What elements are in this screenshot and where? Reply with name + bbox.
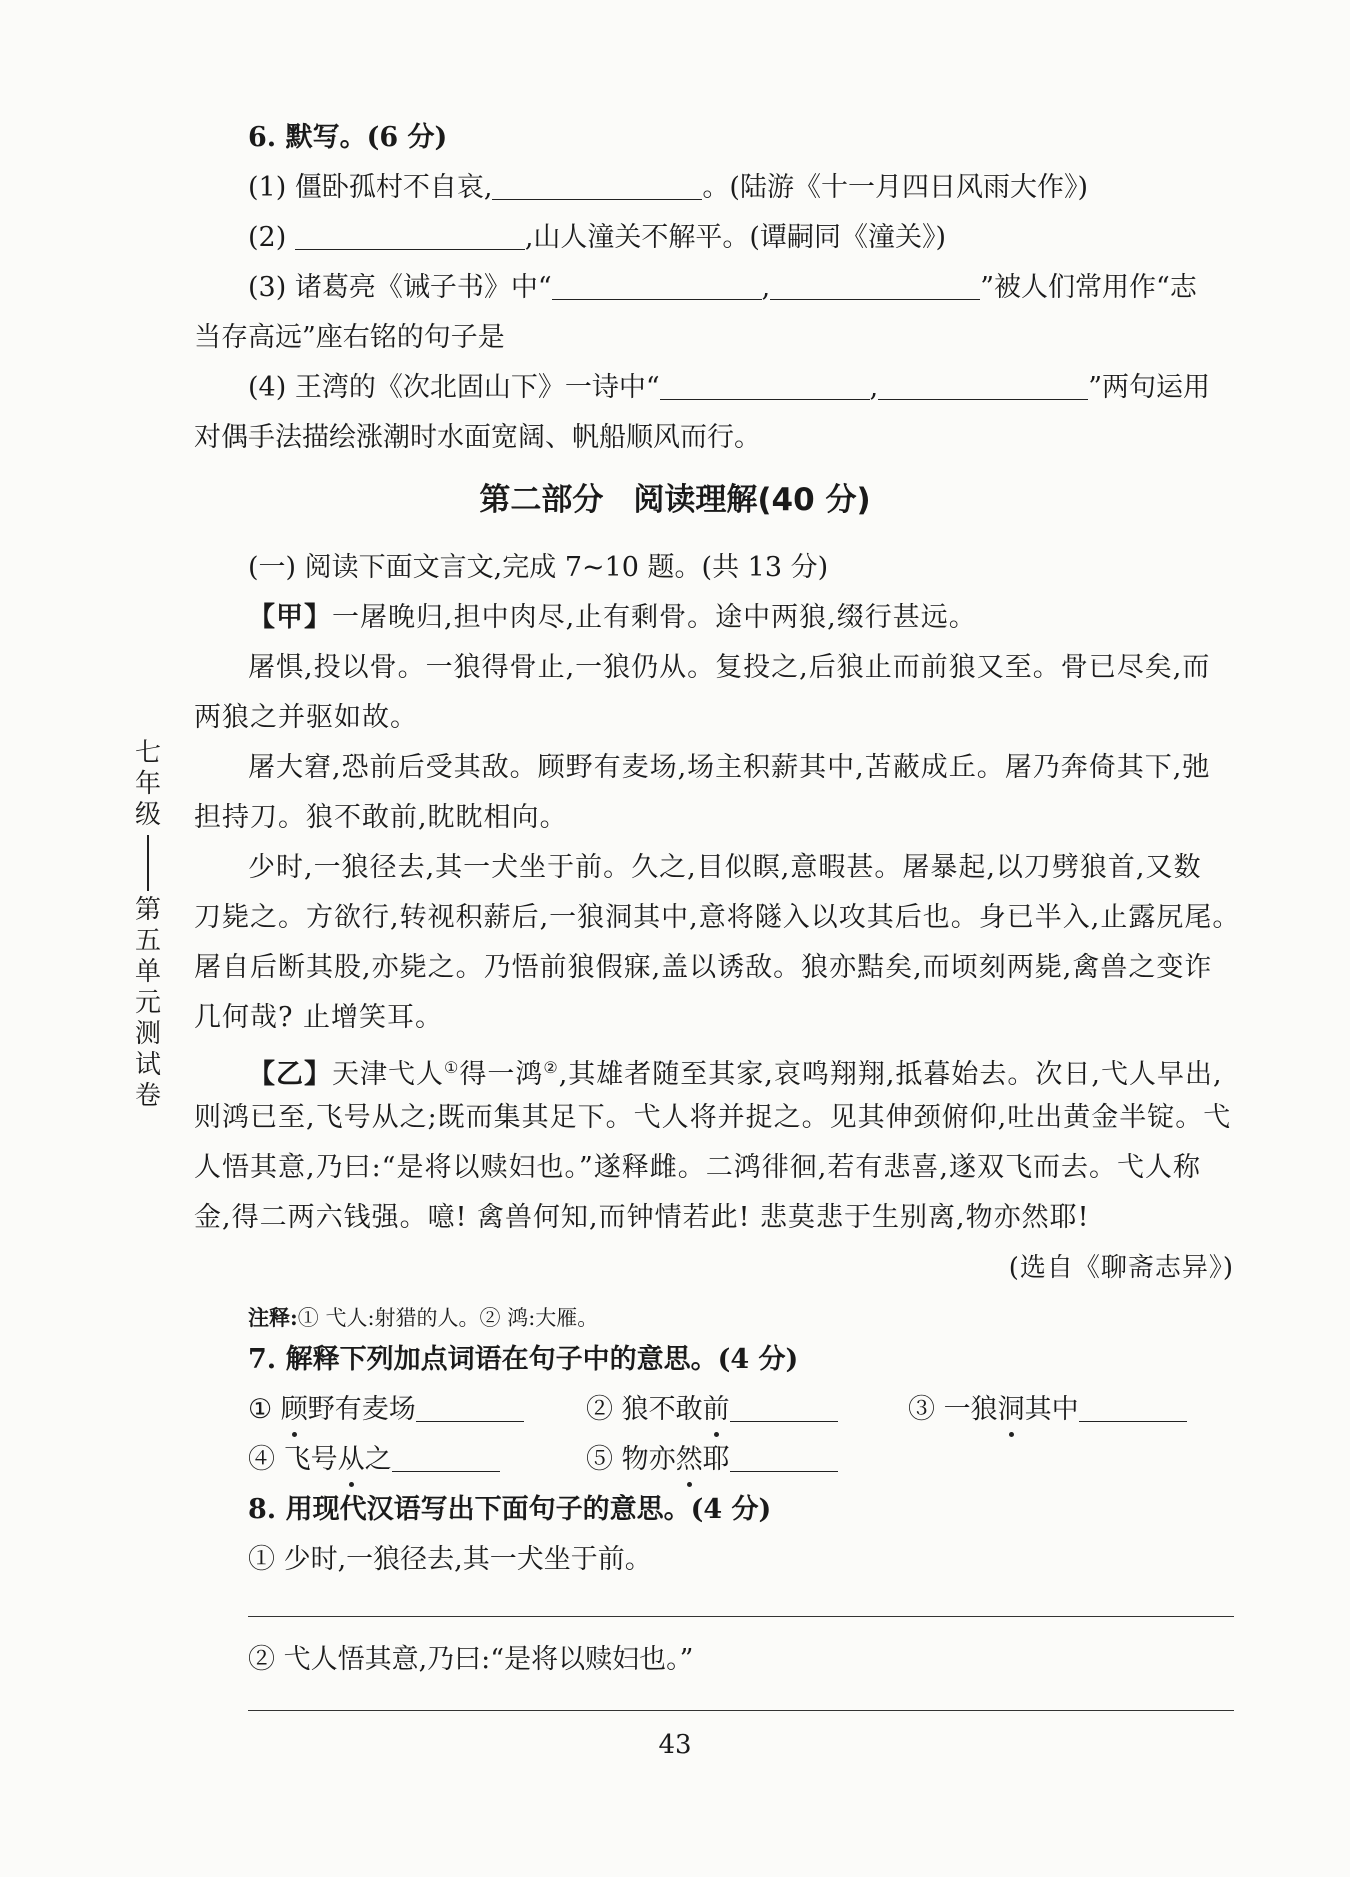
q7-i3-b: 其中	[1024, 1394, 1079, 1425]
fill-blank[interactable]	[770, 271, 980, 300]
q7-i4-a: ④ 飞号	[248, 1444, 338, 1475]
q6-item-4-cont: 对偶手法描绘涨潮时水面宽阔、帆船顺风而行。	[194, 422, 761, 453]
fill-blank[interactable]	[1079, 1393, 1187, 1422]
q7-i1-dot: 顾	[281, 1390, 308, 1430]
jia-p2b: 两狼之并驱如故。	[194, 702, 418, 733]
yi-tag: 【乙】	[248, 1059, 332, 1090]
q6-item-4	[248, 368, 1234, 408]
q7-i3-a: ③ 一狼	[908, 1394, 998, 1425]
answer-line-2[interactable]	[248, 1710, 1234, 1711]
footnote-ref-2: ②	[543, 1058, 559, 1077]
q7-title-text: 7. 解释下列加点词语在句子中的意思。(4 分)	[248, 1344, 799, 1375]
fill-blank[interactable]	[392, 1443, 500, 1472]
fill-blank[interactable]	[730, 1443, 838, 1472]
jia-tag: 【甲】	[248, 602, 332, 633]
side-char: 级	[134, 800, 161, 830]
side-char: 第	[134, 895, 161, 925]
part2-title	[0, 478, 1350, 522]
yi-b: 则鸿已至,飞号从之;既而集其足下。弋人将并捉之。见其伸颈俯仰,吐出黄金半锭。弋	[194, 1102, 1232, 1133]
q7-i5-dot: 然	[676, 1440, 703, 1480]
jia-p4d: 几何哉? 止增笑耳。	[194, 1002, 444, 1033]
q8-sentence-1: ① 少时,一狼径去,其一犬坐于前。	[248, 1544, 652, 1575]
q7-item-4	[248, 1440, 500, 1480]
source-citation: (选自《聊斋志异》)	[1008, 1253, 1234, 1283]
yi-c: 人悟其意,乃曰:“是将以赎妇也。”遂释雌。二鸿徘徊,若有悲喜,遂双飞而去。弋人称	[194, 1152, 1201, 1183]
jia-p4b: 刀毙之。方欲行,转视积薪后,一狼洞其中,意将隧入以攻其后也。身已半入,止露尻尾。	[194, 902, 1241, 933]
side-char: 五	[134, 926, 161, 956]
q7-i4-dot: 从	[338, 1440, 365, 1480]
reading-intro: (一) 阅读下面文言文,完成 7~10 题。(共 13 分)	[248, 552, 829, 583]
q6-item-3	[248, 268, 1234, 308]
q7-item-1	[248, 1390, 524, 1430]
side-char: 卷	[134, 1081, 161, 1111]
fill-blank[interactable]	[492, 171, 702, 200]
q7-i2-dot: 前	[703, 1390, 730, 1430]
side-char: 单	[134, 957, 161, 987]
jia-p3a: 屠大窘,恐前后受其敌。顾野有麦场,场主积薪其中,苫蔽成丘。屠乃奔倚其下,弛	[248, 752, 1211, 783]
fill-blank[interactable]	[416, 1393, 524, 1422]
q6-s3-pre: (3) 诸葛亮《诫子书》中“	[248, 272, 552, 303]
q6-title	[248, 118, 1234, 158]
jia-p4a: 少时,一狼径去,其一犬坐于前。久之,目似瞑,意暇甚。屠暴起,以刀劈狼首,又数	[248, 852, 1202, 883]
yi-d: 金,得二两六钱强。噫! 禽兽何知,而钟情若此! 悲莫悲于生别离,物亦然耶!	[194, 1202, 1090, 1233]
q7-title	[248, 1340, 1234, 1380]
side-label	[130, 738, 166, 1112]
side-char: 测	[134, 1019, 161, 1049]
q7-i5-b: 耶	[702, 1444, 730, 1475]
yi-a	[248, 1048, 1234, 1095]
jia-p4c: 屠自后断其股,亦毙之。乃悟前狼假寐,盖以诱敌。狼亦黠矣,而顷刻两毙,禽兽之变诈	[194, 952, 1213, 983]
q7-item-3	[908, 1390, 1187, 1430]
q8-title-text: 8. 用现代汉语写出下面句子的意思。(4 分)	[248, 1494, 772, 1525]
q7-i2-a: ② 狼不敢	[586, 1394, 703, 1425]
q8-title	[248, 1490, 1234, 1530]
fill-blank[interactable]	[730, 1393, 838, 1422]
page-number: 43	[658, 1730, 692, 1760]
q6-item-2	[248, 218, 1234, 258]
side-char: 年	[134, 769, 161, 799]
q6-s4-post: ”两句运用	[1088, 372, 1211, 403]
jia-p2a: 屠惧,投以骨。一狼得骨止,一狼仍从。复投之,后狼止而前狼又至。骨已尽矣,而	[248, 652, 1211, 683]
q6-s2-pre: (2)	[248, 222, 287, 253]
q6-s3-post: ”被人们常用作“志	[980, 272, 1197, 303]
side-char: 元	[134, 988, 161, 1018]
q7-i1-b: 野有麦场	[307, 1394, 416, 1425]
side-char: 试	[134, 1050, 161, 1080]
q7-i4-b: 之	[364, 1444, 392, 1475]
q6-s4-mid: ,	[869, 372, 879, 403]
answer-line-1[interactable]	[248, 1616, 1234, 1617]
q6-s4-pre: (4) 王湾的《次北固山下》一诗中“	[248, 372, 660, 403]
q7-i3-dot: 洞	[998, 1390, 1025, 1430]
q7-i5-a: ⑤ 物亦	[586, 1444, 676, 1475]
q6-item-1	[248, 168, 1234, 208]
side-char: 七	[134, 738, 161, 768]
jia-p3b: 担持刀。狼不敢前,眈眈相向。	[194, 802, 568, 833]
footnote-ref-1: ①	[444, 1058, 460, 1077]
q7-item-2	[586, 1390, 838, 1430]
note-label: 注释:	[248, 1305, 298, 1330]
side-dash	[147, 835, 149, 891]
q6-s3-mid: ,	[761, 272, 771, 303]
jia-p1	[248, 598, 1234, 638]
part2-title-b: 阅读理解(40 分)	[633, 482, 871, 518]
q6-item-3-cont: 当存高远”座右铭的句子是	[194, 322, 505, 353]
q7-item-5	[586, 1440, 838, 1480]
yi-a3: ,其雄者随至其家,哀鸣翔翔,抵暮始去。次日,弋人早出,	[558, 1059, 1223, 1090]
q7-i1-a: ①	[248, 1394, 281, 1425]
fill-blank[interactable]	[295, 221, 525, 250]
fill-blank[interactable]	[878, 371, 1088, 400]
q6-s2-post: ,山人潼关不解平。(谭嗣同《潼关》)	[524, 222, 946, 253]
yi-a2: 得一鸿	[459, 1059, 544, 1090]
yi-a1: 天津弋人	[332, 1059, 444, 1090]
q6-title-text: 6. 默写。(6 分)	[248, 122, 448, 153]
jia-p1-text: 一屠晚归,担中肉尽,止有剩骨。途中两狼,缀行甚远。	[332, 602, 977, 633]
fill-blank[interactable]	[660, 371, 870, 400]
q6-s1-pre: (1) 僵卧孤村不自哀,	[248, 172, 493, 203]
fill-blank[interactable]	[552, 271, 762, 300]
part2-title-a: 第二部分	[479, 482, 604, 518]
annotation	[248, 1298, 1234, 1338]
q8-sentence-2: ② 弋人悟其意,乃曰:“是将以赎妇也。”	[248, 1644, 694, 1675]
q6-s1-post: 。(陆游《十一月四日风雨大作》)	[702, 172, 1088, 203]
note-text: ① 弋人:射猎的人。② 鸿:大雁。	[297, 1306, 599, 1330]
